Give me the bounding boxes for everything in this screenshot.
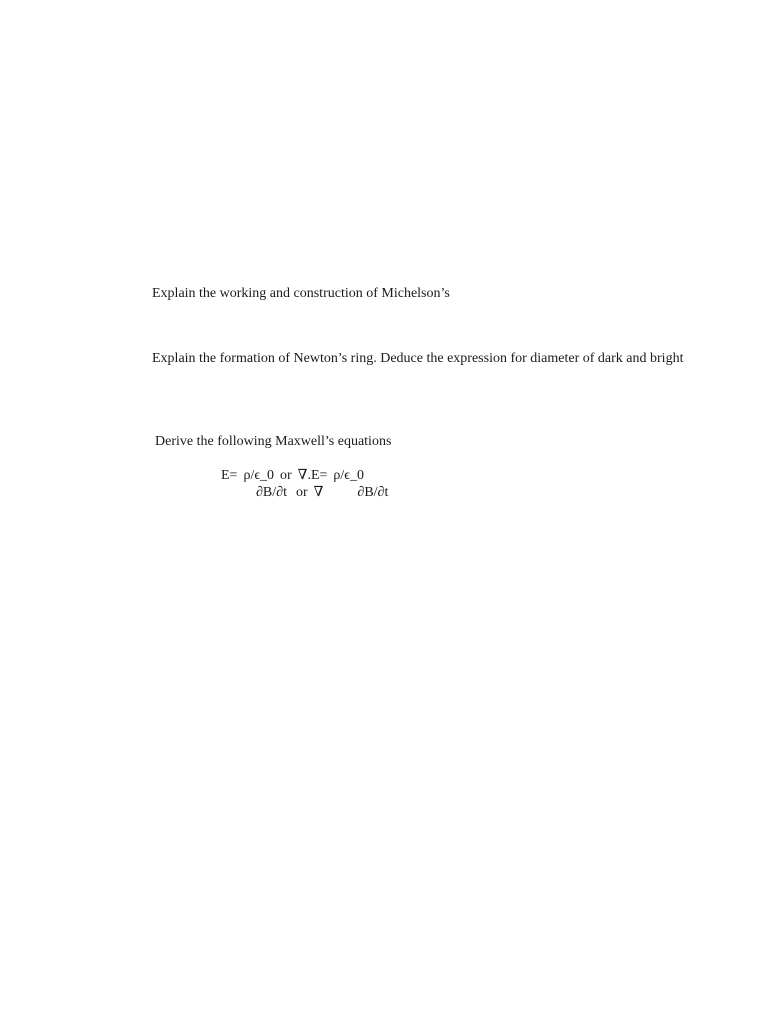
equation-3-or: or bbox=[295, 485, 308, 500]
question-michelson: Explain the working and construction of Michelson’s bbox=[152, 286, 450, 301]
equation-2-rhs: ρ/ϵ_0 bbox=[333, 468, 364, 483]
equation-1-or: or bbox=[280, 468, 292, 483]
equation-line-2 bbox=[256, 485, 388, 501]
equation-1-rhs: ρ/ϵ_0 bbox=[243, 468, 274, 483]
equation-2-lhs: ∇.E= bbox=[297, 468, 328, 483]
equation-1-lhs: E= bbox=[221, 468, 238, 483]
equation-line-1 bbox=[221, 468, 364, 484]
question-maxwell: Derive the following Maxwell’s equations bbox=[155, 434, 392, 449]
question-newtons-ring: Explain the formation of Newton’s ring. Deduce the expression for diameter of dark and bright bbox=[152, 351, 684, 366]
nabla-symbol: ∇ bbox=[313, 485, 324, 500]
equation-4-term: ∂B/∂t bbox=[357, 485, 389, 500]
equation-3-term: ∂B/∂t bbox=[256, 485, 287, 500]
